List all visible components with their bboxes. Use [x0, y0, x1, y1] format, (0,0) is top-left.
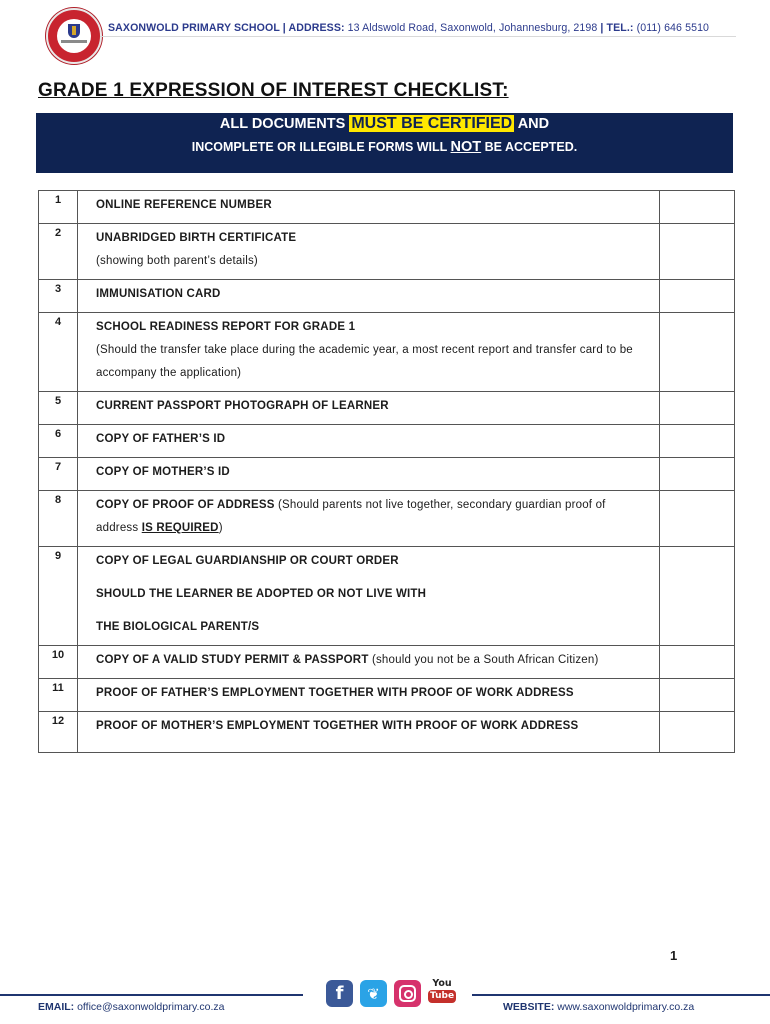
row-description: COPY OF PROOF OF ADDRESS (Should parents not live together, secondary guardian proof of address IS REQUIRED)	[78, 491, 660, 547]
table-row	[39, 392, 735, 425]
row-description: COPY OF FATHER’S ID	[78, 425, 660, 458]
banner-line-2: INCOMPLETE OR ILLEGIBLE FORMS WILL NOT BE ACCEPTED.	[191, 139, 578, 155]
shield-icon	[68, 24, 80, 38]
address-label: ADDRESS:	[288, 22, 345, 34]
certification-banner	[36, 113, 733, 173]
table-row	[39, 458, 735, 491]
check-box-cell[interactable]	[660, 679, 735, 712]
check-box-cell[interactable]	[660, 392, 735, 425]
check-box-cell[interactable]	[660, 313, 735, 392]
check-box-cell[interactable]	[660, 712, 735, 753]
email-link[interactable]: office@saxonwoldprimary.co.za	[77, 1001, 225, 1013]
highlighted-text: MUST BE CERTIFIED	[351, 115, 513, 132]
row-number: 7	[39, 458, 78, 491]
row-number: 12	[39, 712, 78, 753]
table-row	[39, 280, 735, 313]
logo-crest	[57, 19, 91, 53]
row-description: COPY OF A VALID STUDY PERMIT & PASSPORT (should you not be a South African Citizen)	[78, 646, 660, 679]
table-row	[39, 491, 735, 547]
youtube-icon[interactable]: You Tube	[429, 978, 455, 1001]
row-description: UNABRIDGED BIRTH CERTIFICATE (showing both parent’s details)	[78, 224, 660, 280]
footer-divider-left	[0, 994, 303, 996]
check-box-cell[interactable]	[660, 280, 735, 313]
checklist-table	[38, 190, 735, 753]
footer-website: WEBSITE: www.saxonwoldprimary.co.za	[503, 1001, 695, 1013]
row-number: 4	[39, 313, 78, 392]
row-number: 1	[39, 191, 78, 224]
table-row	[39, 224, 735, 280]
table-row	[39, 679, 735, 712]
page-title: GRADE 1 EXPRESSION OF INTEREST CHECKLIST:	[38, 80, 509, 101]
row-description: COPY OF MOTHER’S ID	[78, 458, 660, 491]
check-box-cell[interactable]	[660, 191, 735, 224]
footer-divider-right	[472, 994, 770, 996]
row-number: 3	[39, 280, 78, 313]
underlined-text: NOT	[450, 139, 482, 155]
check-box-cell[interactable]	[660, 547, 735, 646]
row-description: PROOF OF FATHER’S EMPLOYMENT TOGETHER WITH PROOF OF WORK ADDRESS	[78, 679, 660, 712]
row-number: 9	[39, 547, 78, 646]
check-box-cell[interactable]	[660, 458, 735, 491]
tel-text: (011) 646 5510	[636, 22, 710, 34]
header-contact-line: SAXONWOLD PRIMARY SCHOOL | ADDRESS: 13 Aldswold Road, Saxonwold, Johannesburg, 2198 | TEL.: (011) 646 5510	[108, 22, 710, 34]
row-number: 6	[39, 425, 78, 458]
table-row	[39, 646, 735, 679]
table-row	[39, 191, 735, 224]
row-number: 10	[39, 646, 78, 679]
school-logo	[46, 8, 102, 64]
school-name: SAXONWOLD PRIMARY SCHOOL	[108, 22, 280, 34]
footer-email: EMAIL: office@saxonwoldprimary.co.za	[38, 1001, 225, 1013]
address-text: 13 Aldswold Road, Saxonwold, Johannesburg, 2198	[347, 22, 598, 34]
row-description: COPY OF LEGAL GUARDIANSHIP OR COURT ORDER SHOULD THE LEARNER BE ADOPTED OR NOT LIVE WITH THE BIOLOGICAL PARENT/S	[78, 547, 660, 646]
instagram-icon[interactable]	[394, 980, 421, 1007]
table-row	[39, 425, 735, 458]
check-box-cell[interactable]	[660, 646, 735, 679]
row-description: SCHOOL READINESS REPORT FOR GRADE 1 (Should the transfer take place during the academic year, a most recent report and transfer card to be accompany the application)	[78, 313, 660, 392]
row-number: 8	[39, 491, 78, 547]
row-number: 5	[39, 392, 78, 425]
check-box-cell[interactable]	[660, 491, 735, 547]
table-row	[39, 547, 735, 646]
tel-label: TEL.:	[606, 22, 634, 34]
row-number: 11	[39, 679, 78, 712]
row-description: CURRENT PASSPORT PHOTOGRAPH OF LEARNER	[78, 392, 660, 425]
row-description: IMMUNISATION CARD	[78, 280, 660, 313]
twitter-icon[interactable]: ❦	[360, 980, 387, 1007]
header-divider	[100, 36, 736, 37]
row-description: ONLINE REFERENCE NUMBER	[78, 191, 660, 224]
check-box-cell[interactable]	[660, 224, 735, 280]
check-box-cell[interactable]	[660, 425, 735, 458]
row-description: PROOF OF MOTHER’S EMPLOYMENT TOGETHER WITH PROOF OF WORK ADDRESS	[78, 712, 660, 753]
page-number: 1	[670, 948, 678, 963]
table-row	[39, 313, 735, 392]
row-number: 2	[39, 224, 78, 280]
banner-line-1: ALL DOCUMENTS MUST BE CERTIFIED AND	[219, 115, 550, 132]
facebook-icon[interactable]: f	[326, 980, 353, 1007]
table-row	[39, 712, 735, 753]
website-link[interactable]: www.saxonwoldprimary.co.za	[557, 1001, 695, 1013]
